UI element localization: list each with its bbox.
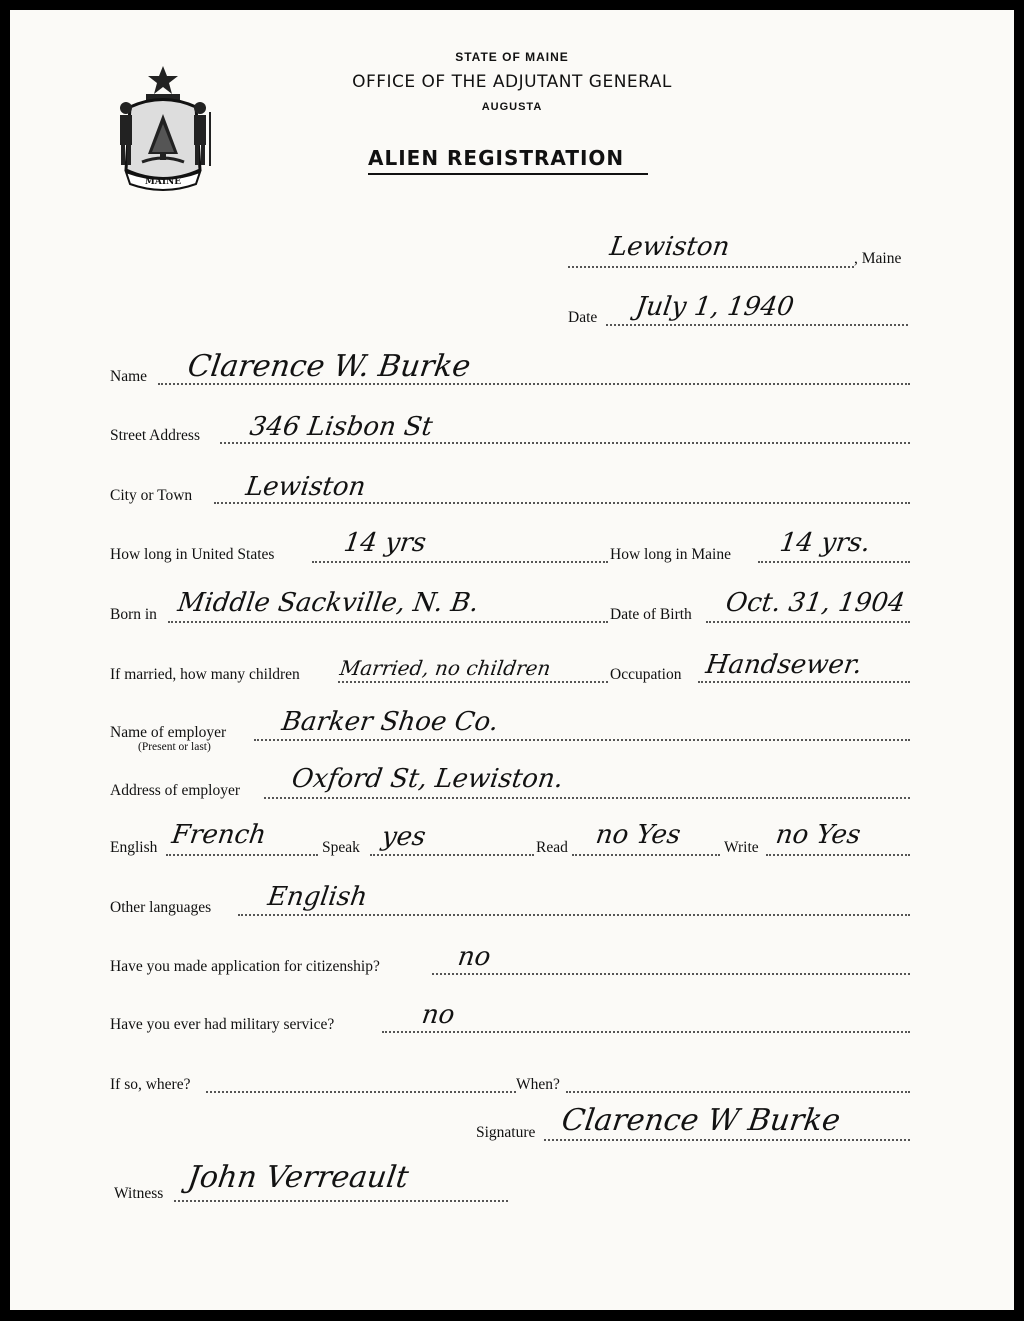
when-label: When? — [516, 1076, 560, 1093]
signature-line — [544, 1139, 910, 1141]
military-value: no — [419, 1000, 457, 1030]
speak-line — [370, 854, 534, 856]
maine-duration-value: 14 yrs. — [777, 528, 873, 558]
occupation-value: Handsewer. — [703, 650, 864, 680]
where-label: If so, where? — [110, 1076, 191, 1093]
employer-note: (Present or last) — [138, 741, 211, 753]
birthplace-value: Middle Sackville, N. B. — [175, 588, 481, 618]
signature-label: Signature — [476, 1124, 536, 1141]
maine-label: , Maine — [854, 250, 902, 267]
maine-duration-label: How long in Maine — [610, 546, 731, 563]
english-line — [166, 854, 318, 856]
date-value: July 1, 1940 — [633, 292, 796, 322]
read-label: Read — [536, 839, 568, 856]
form-title: ALIEN REGISTRATION — [368, 146, 625, 170]
children-label: If married, how many children — [110, 666, 300, 683]
us-duration-line — [312, 561, 608, 563]
other-languages-label: Other languages — [110, 899, 212, 916]
state-heading: STATE OF MAINE — [455, 50, 569, 64]
town-line — [568, 266, 854, 268]
seal-banner-text: MAINE — [144, 177, 182, 187]
city-heading: AUGUSTA — [481, 101, 543, 113]
street-line — [220, 442, 910, 444]
where-line — [206, 1091, 516, 1093]
dob-value: Oct. 31, 1904 — [723, 588, 907, 618]
english-label: English — [110, 839, 158, 856]
other-languages-value: English — [265, 882, 370, 912]
city-label: City or Town — [110, 487, 193, 504]
speak-value: yes — [379, 822, 428, 852]
employer-address-label: Address of employer — [110, 782, 240, 799]
english-value: French — [169, 820, 269, 850]
employer-address-value: Oxford St, Lewiston. — [289, 764, 566, 794]
registration-form — [10, 10, 1014, 1310]
street-value: 346 Lisbon St — [247, 412, 435, 442]
employer-line — [254, 739, 910, 741]
occupation-label: Occupation — [610, 666, 682, 683]
read-line — [572, 854, 720, 856]
employer-value: Barker Shoe Co. — [279, 707, 501, 737]
witness-line — [174, 1200, 508, 1202]
write-line — [766, 854, 910, 856]
birthplace-label: Born in — [110, 606, 157, 623]
witness-label: Witness — [114, 1185, 164, 1202]
employer-label: Name of employer — [110, 724, 227, 741]
children-line — [338, 681, 608, 683]
read-value: no Yes — [593, 820, 683, 850]
us-duration-value: 14 yrs — [341, 528, 428, 558]
witness-value: John Verreault — [185, 1160, 411, 1195]
name-label: Name — [110, 368, 148, 385]
town-value: Lewiston — [607, 232, 732, 262]
office-heading: OFFICE OF THE ADJUTANT GENERAL — [352, 72, 672, 92]
children-value: Married, no children — [338, 656, 553, 680]
citizenship-value: no — [455, 942, 493, 972]
us-duration-label: How long in United States — [110, 546, 275, 563]
date-label: Date — [568, 309, 598, 326]
write-value: no Yes — [773, 820, 863, 850]
name-value: Clarence W. Burke — [185, 349, 473, 384]
citizenship-line — [432, 973, 910, 975]
city-value: Lewiston — [243, 472, 368, 502]
title-underline — [368, 173, 648, 175]
employer-address-line — [264, 797, 910, 799]
maine-duration-line — [758, 561, 910, 563]
signature-value: Clarence W Burke — [559, 1103, 843, 1138]
when-line — [566, 1091, 910, 1093]
military-label: Have you ever had military service? — [110, 1016, 335, 1033]
occupation-line — [698, 681, 910, 683]
citizenship-label: Have you made application for citizenship? — [110, 958, 380, 975]
speak-label: Speak — [322, 839, 360, 856]
date-line — [606, 324, 908, 326]
other-languages-line — [238, 914, 910, 916]
birthplace-line — [168, 621, 608, 623]
city-line — [214, 502, 910, 504]
street-label: Street Address — [110, 427, 200, 444]
dob-label: Date of Birth — [610, 606, 692, 623]
military-line — [382, 1031, 910, 1033]
write-label: Write — [724, 839, 759, 856]
dob-line — [706, 621, 910, 623]
